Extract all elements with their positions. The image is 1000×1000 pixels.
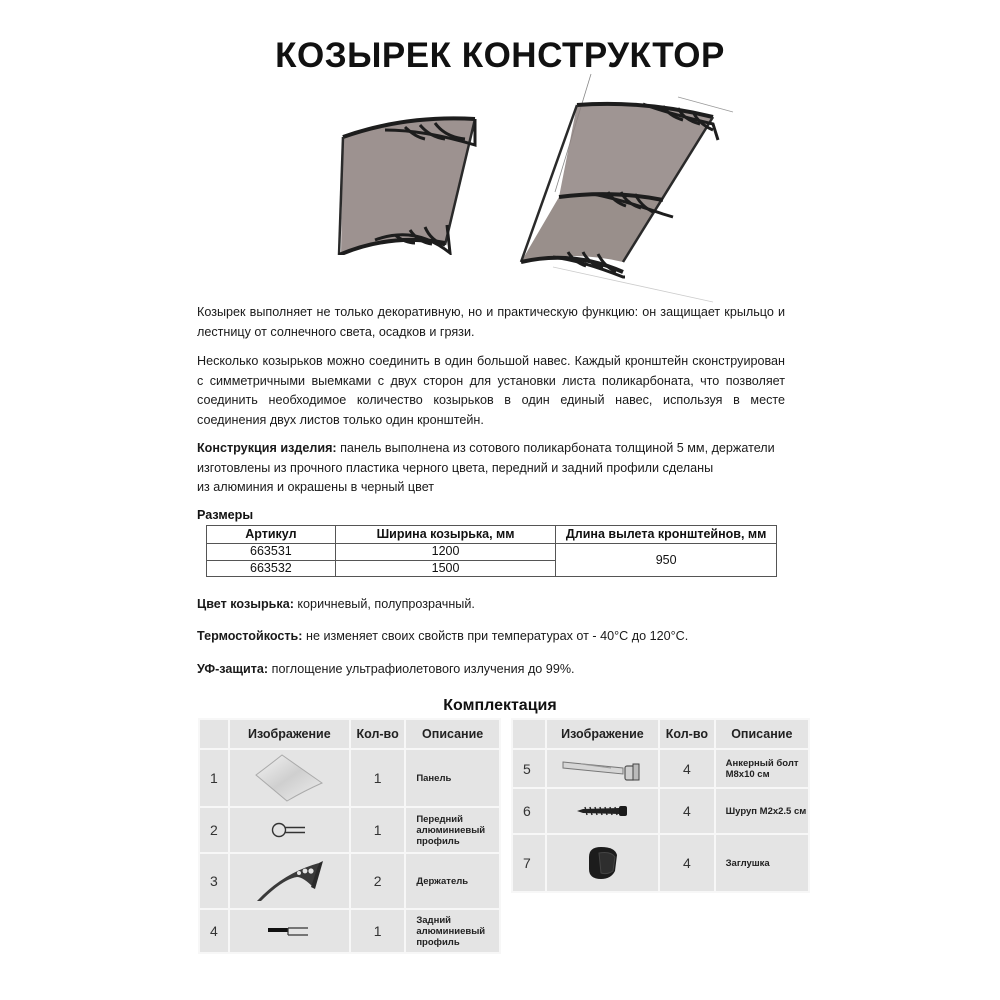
color-line	[197, 595, 785, 615]
header-qty: Кол-во	[659, 719, 714, 749]
article-cell: 663531	[207, 544, 336, 561]
color-value: коричневый, полупрозрачный.	[293, 597, 475, 611]
header-num	[512, 719, 546, 749]
header-image: Изображение	[229, 719, 350, 749]
item-desc: Шуруп М2x2.5 см	[715, 788, 809, 834]
header-desc: Описание	[715, 719, 809, 749]
table-row	[512, 788, 809, 834]
uv-label: УФ-защита:	[197, 662, 269, 676]
header-width: Ширина козырька, мм	[335, 526, 556, 544]
bracket-icon	[253, 859, 325, 903]
item-image	[546, 749, 659, 788]
uv-line	[197, 660, 785, 680]
construction-line3: из алюминия и окрашены в черный цвет	[197, 480, 435, 494]
item-desc: Держатель	[405, 853, 500, 909]
table-row	[199, 807, 500, 853]
item-desc: Задний алюминиевый профиль	[405, 909, 500, 953]
bracket-length-cell: 950	[556, 544, 777, 577]
kit-table-right	[511, 718, 810, 893]
sizes-header-row	[207, 526, 777, 544]
item-num: 4	[199, 909, 229, 953]
item-qty: 4	[659, 834, 714, 892]
header-bracket-length: Длина вылета кронштейнов, мм	[556, 526, 777, 544]
header-qty: Кол-во	[350, 719, 405, 749]
item-num: 7	[512, 834, 546, 892]
item-image	[229, 807, 350, 853]
kit-header-row	[512, 719, 809, 749]
kit-title: Комплектация	[443, 697, 557, 714]
sizes-table	[206, 525, 777, 577]
connect-paragraph: Несколько козырьков можно соединить в один большой навес. Каждый кронштейн сконструирован с симметричными выемками с двух сторон для установки листа поликарбоната, что позволяет соединить необходимое количество козырьков в один единый навес, используя в месте соединения двух листов только один кронштейн.	[197, 354, 785, 427]
front-profile-icon	[271, 822, 307, 838]
header-article: Артикул	[207, 526, 336, 544]
table-row	[199, 853, 500, 909]
thermal-line	[197, 627, 785, 647]
item-num: 5	[512, 749, 546, 788]
item-desc: Заглушка	[715, 834, 809, 892]
item-qty: 1	[350, 909, 405, 953]
item-image	[546, 834, 659, 892]
intro-paragraph: Козырек выполняет не только декоративную, но и практическую функцию: он защищает крыльцо и лестницу от солнечного света, осадков и грязи.	[197, 305, 785, 339]
table-row	[512, 834, 809, 892]
rear-profile-icon	[268, 925, 310, 937]
screw-icon	[575, 804, 629, 818]
item-desc: Панель	[405, 749, 500, 807]
kit-header-row	[199, 719, 500, 749]
item-qty: 2	[350, 853, 405, 909]
thermal-label: Термостойкость:	[197, 629, 303, 643]
kit-table-left	[198, 718, 501, 954]
uv-value: поглощение ультрафиолетового излучения до 99%.	[268, 662, 575, 676]
header-image: Изображение	[546, 719, 659, 749]
product-photo-single-canopy	[335, 115, 485, 255]
item-image	[229, 749, 350, 807]
anchor-bolt-icon	[561, 756, 643, 782]
item-desc: Анкерный болт М8x10 см	[715, 749, 809, 788]
table-row	[512, 749, 809, 788]
item-image	[546, 788, 659, 834]
table-row	[199, 909, 500, 953]
item-num: 3	[199, 853, 229, 909]
construction-paragraph	[197, 439, 785, 498]
construction-line2: изготовлены из прочного пластика черного цвета, передний и задний профили сделаны	[197, 460, 714, 475]
panel-icon	[254, 753, 324, 803]
item-qty: 4	[659, 749, 714, 788]
product-photo-double-canopy	[513, 72, 738, 307]
table-row	[207, 544, 777, 561]
construction-label: Конструкция изделия:	[197, 441, 337, 455]
item-image	[229, 853, 350, 909]
construction-line1: панель выполнена из сотового поликарбоната толщиной 5 мм, держатели	[336, 441, 775, 455]
item-desc: Передний алюминиевый профиль	[405, 807, 500, 853]
item-num: 2	[199, 807, 229, 853]
header-num	[199, 719, 229, 749]
color-label: Цвет козырька:	[197, 597, 294, 611]
width-cell: 1200	[335, 544, 556, 561]
item-image	[229, 909, 350, 953]
end-cap-icon	[585, 845, 619, 881]
item-num: 1	[199, 749, 229, 807]
sizes-title: Размеры	[197, 508, 254, 522]
article-cell: 663532	[207, 560, 336, 577]
thermal-value: не изменяет своих свойств при температурах от - 40°С до 120°С.	[302, 629, 689, 643]
item-num: 6	[512, 788, 546, 834]
table-row	[199, 749, 500, 807]
width-cell: 1500	[335, 560, 556, 577]
item-qty: 1	[350, 749, 405, 807]
item-qty: 4	[659, 788, 714, 834]
header-desc: Описание	[405, 719, 500, 749]
item-qty: 1	[350, 807, 405, 853]
page-title: КОЗЫРЕК КОНСТРУКТОР	[275, 36, 725, 75]
